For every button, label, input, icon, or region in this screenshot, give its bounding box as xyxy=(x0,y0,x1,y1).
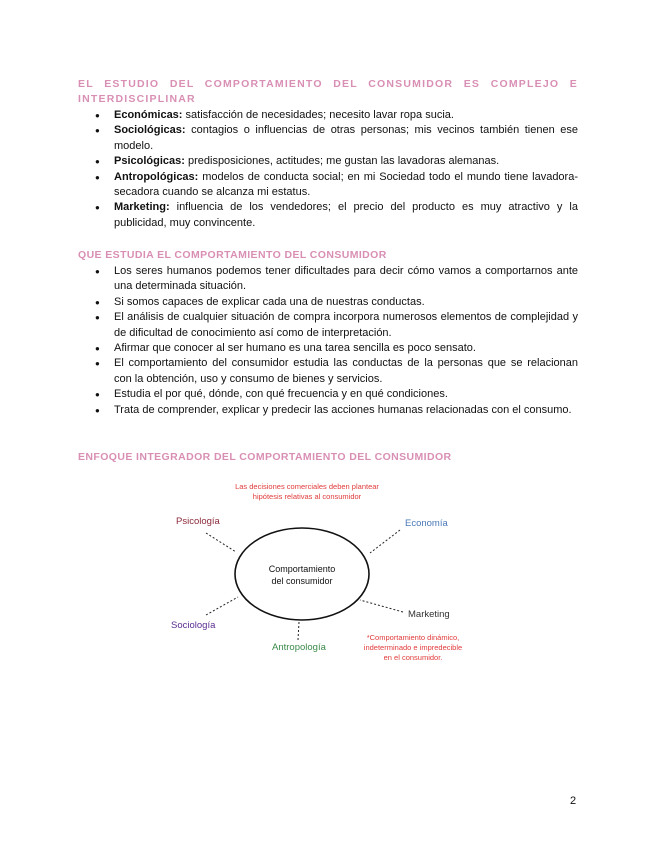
center-label xyxy=(252,563,352,587)
item-text: influencia de los vendedores; el precio del producto es muy atractivo y la publicidad, muy convincente. xyxy=(114,201,578,229)
connector-economia xyxy=(370,530,400,553)
item-text: predisposiciones, actitudes; me gustan las lavadoras alemanas. xyxy=(184,155,500,168)
label-antropologia: Antropología xyxy=(272,642,326,653)
item-term: Psicológicas: xyxy=(114,155,185,168)
connector-psicologia xyxy=(206,533,236,552)
list-item: ● Trata de comprender, explicar y predecir las acciones humanas relacionadas con el consumo. xyxy=(78,403,578,418)
bottom-note-line1: *Comportamiento dinámico, xyxy=(366,633,460,642)
label-economia: Economía xyxy=(405,518,448,529)
list-item: ● El análisis de cualquier situación de compra incorpora numerosos elementos de complejidad y de dificultad de conocimiento así como de interpretación. xyxy=(78,310,578,341)
que-estudia-list xyxy=(78,264,578,418)
center-label-line2: del consumidor xyxy=(271,576,333,586)
item-term: Sociológicas: xyxy=(114,124,186,137)
list-item: ● Estudia el por qué, dónde, con qué frecuencia y en qué condiciones. xyxy=(78,387,578,402)
bottom-note xyxy=(348,633,478,663)
list-item: ● Si somos capaces de explicar cada una de nuestras conductas. xyxy=(78,295,578,310)
list-item xyxy=(78,154,578,169)
center-label-line1: Comportamiento xyxy=(268,564,336,574)
list-item: ● Los seres humanos podemos tener dificultades para decir cómo vamos a comportarnos ante una determinada situación. xyxy=(78,264,578,295)
list-item: ● Afirmar que conocer al ser humano es una tarea sencilla es poco sensato. xyxy=(78,341,578,356)
list-item: ● El comportamiento del consumidor estudia las conductas de la personas que se relacionan con la obtención, uso y consumo de bienes y servicios. xyxy=(78,356,578,387)
connector-antropologia xyxy=(298,622,299,640)
connector-marketing xyxy=(360,600,403,612)
label-marketing: Marketing xyxy=(408,609,450,620)
section-heading-que-estudia: QUE ESTUDIA EL COMPORTAMIENTO DEL CONSUMIDOR xyxy=(78,249,387,261)
section-heading-enfoque: ENFOQUE INTEGRADOR DEL COMPORTAMIENTO DEL CONSUMIDOR xyxy=(78,451,452,463)
list-item xyxy=(78,123,578,154)
label-sociologia: Sociología xyxy=(171,620,216,631)
disciplines-list xyxy=(78,108,578,231)
top-note-line1: Las decisiones comerciales deben plantear xyxy=(235,482,379,491)
item-text: satisfacción de necesidades; necesito lavar ropa sucia. xyxy=(182,109,454,121)
top-note-line2: hipótesis relativas al consumidor xyxy=(252,492,362,501)
list-item xyxy=(78,108,578,123)
connector-sociologia xyxy=(206,597,238,615)
top-note xyxy=(222,482,392,502)
bottom-note-line3: en el consumidor. xyxy=(383,653,443,662)
item-text: contagios o influencias de otras personas; mis vecinos también tienen ese modelo. xyxy=(114,124,578,152)
item-term: Marketing: xyxy=(114,201,170,214)
label-psicologia: Psicología xyxy=(176,516,220,527)
list-item xyxy=(78,200,578,231)
item-term: Antropológicas: xyxy=(114,170,199,183)
section-heading-interdisciplinar: EL ESTUDIO DEL COMPORTAMIENTO DEL CONSUMIDOR ES COMPLEJO E INTERDISCIPLINAR xyxy=(78,78,578,105)
page-number: 2 xyxy=(570,795,577,807)
list-item xyxy=(78,170,578,201)
item-text: modelos de conducta social; en mi Sociedad todo el mundo tiene lavadora-secadora cuando se alcanza mi estatus. xyxy=(114,170,578,199)
bottom-note-line2: indeterminado e impredecible xyxy=(363,643,463,652)
item-term: Económicas: xyxy=(114,109,183,121)
